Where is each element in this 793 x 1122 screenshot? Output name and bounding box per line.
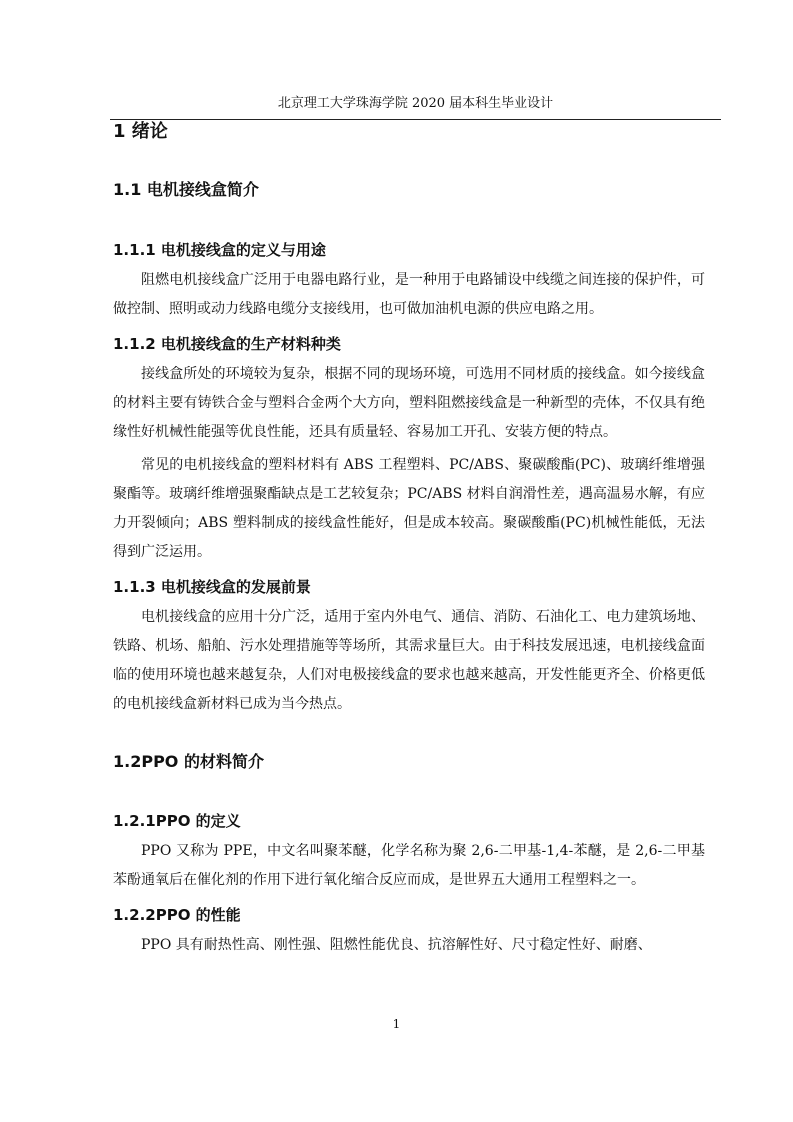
page-number: 1 [392,1017,401,1031]
paragraph-1-1-2-b: 常见的电机接线盒的塑料材料有 ABS 工程塑料、PC/ABS、聚碳酸酯(PC)、玻璃纤维增强聚酯等。玻璃纤维增强聚酯缺点是工艺较复杂；PC/ABS 材料自润滑性差，遇高温易水解，有应力开裂倾向；ABS 塑料制成的接线盒性能好，但是成本较高。聚碳酸酯(PC)机械性能低，无法得到广泛运用。 [113,457,705,560]
document-body [113,118,705,960]
header-text: 北京理工大学珠海学院 2020 届本科生毕业设计 [277,96,554,111]
chapter-title: 1 绪论 [113,121,168,142]
subsection-title-1-2-1: 1.2.1PPO 的定义 [113,812,241,830]
page-header [110,89,721,120]
subsection-title-1-1-2: 1.1.2 电机接线盒的生产材料种类 [113,335,341,353]
section-title-1-2: 1.2PPO 的材料简介 [113,752,264,771]
paragraph-1-1-3: 电机接线盒的应用十分广泛，适用于室内外电气、通信、消防、石油化工、电力建筑场地、铁路、机场、船舶、污水处理措施等等场所，其需求量巨大。由于科技发展迅速，电机接线盒面临的使用环境也越来越复杂，人们对电极接线盒的要求也越来越高，开发性能更齐全、价格更低的电机接线盒新材料已成为当今热点。 [113,609,705,712]
paragraph-1-2-1: PPO 又称为 PPE，中文名叫聚苯醚，化学名称为聚 2,6-二甲基-1,4-苯醚，是 2,6-二甲基苯酚通氧后在催化剂的作用下进行氧化缩合反应而成，是世界五大通用工程塑料之一。 [113,843,705,888]
section-title-1-1: 1.1 电机接线盒简介 [113,180,259,199]
paragraph-1-2-2: PPO 具有耐热性高、刚性强、阻燃性能优良、抗溶解性好、尺寸稳定性好、耐磨、 [141,937,652,953]
paragraph-1-1-1: 阻燃电机接线盒广泛用于电器电路行业，是一种用于电路铺设中线缆之间连接的保护件，可做控制、照明或动力线路电缆分支接线用，也可做加油机电源的供应电路之用。 [113,272,705,317]
paragraph-1-1-2-a: 接线盒所处的环境较为复杂，根据不同的现场环境，可选用不同材质的接线盒。如今接线盒的材料主要有铸铁合金与塑料合金两个大方向，塑料阻燃接线盒是一种新型的壳体，不仅具有绝缘性好机械性能强等优良性能，还具有质量轻、容易加工开孔、安装方便的特点。 [113,366,705,440]
subsection-title-1-1-1: 1.1.1 电机接线盒的定义与用途 [113,241,326,259]
subsection-title-1-2-2: 1.2.2PPO 的性能 [113,906,241,924]
subsection-title-1-1-3: 1.1.3 电机接线盒的发展前景 [113,578,311,596]
